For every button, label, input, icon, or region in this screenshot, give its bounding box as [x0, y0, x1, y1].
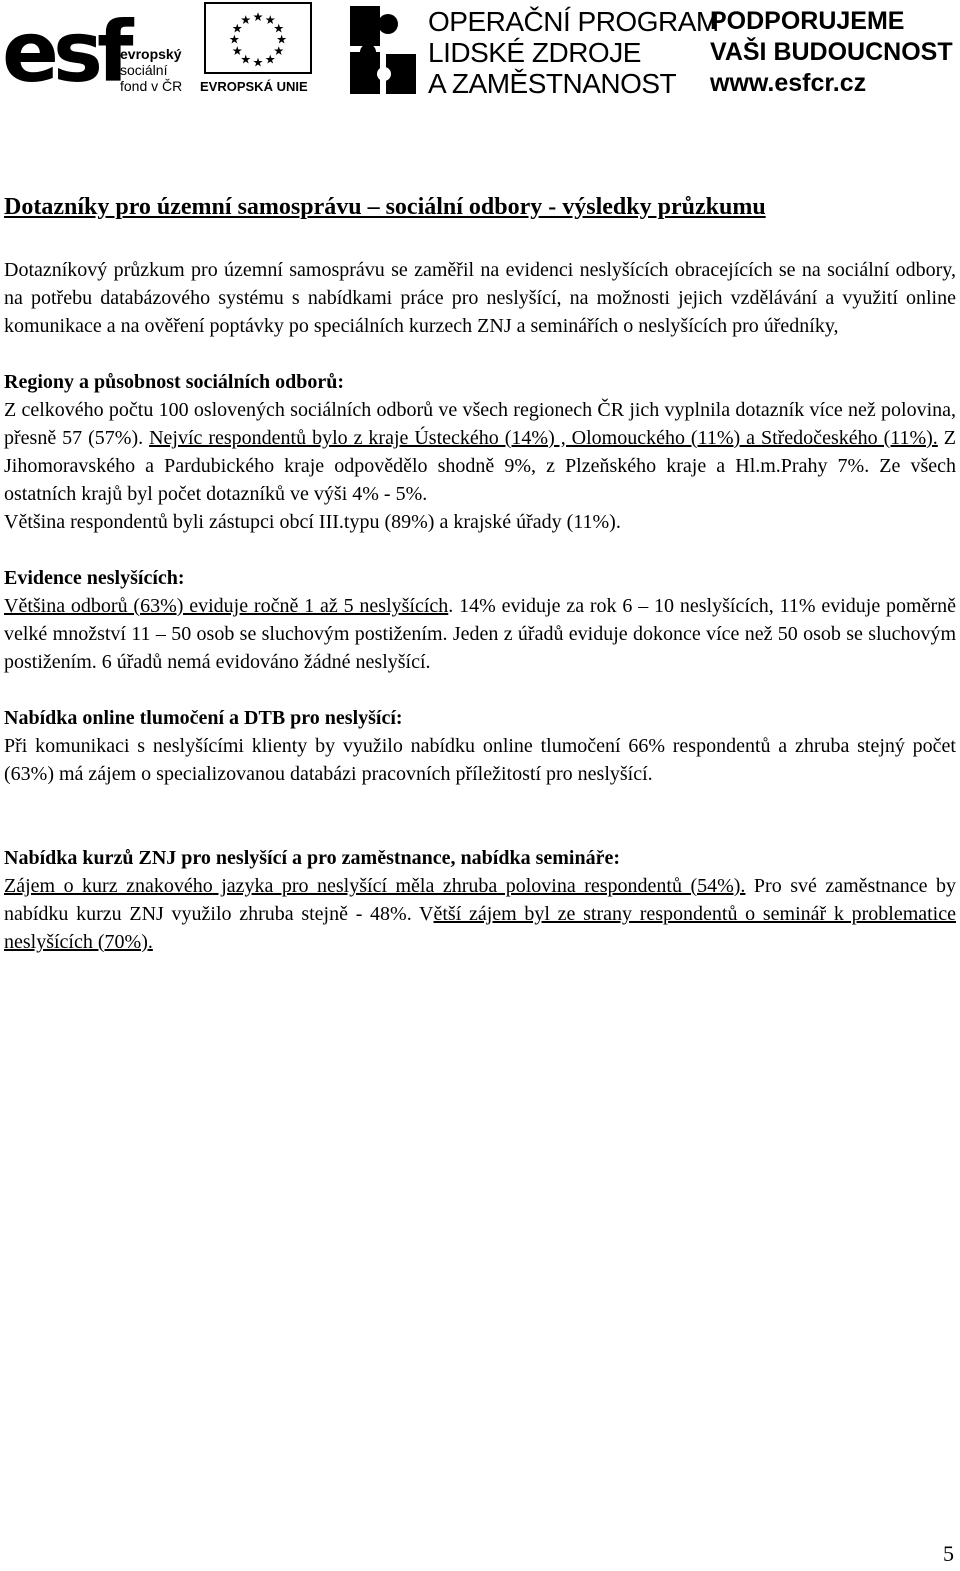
slogan: PODPORUJEME VAŠI BUDOUCNOST www.esfcr.cz: [710, 7, 953, 97]
website-link[interactable]: www.esfcr.cz: [710, 69, 867, 97]
esf-logo: [2, 2, 198, 101]
svg-text:★: ★: [240, 12, 252, 27]
section-heading-online: Nabídka online tlumočení a DTB pro neslyšící:: [4, 707, 403, 729]
svg-text:★: ★: [264, 52, 276, 67]
courses-paragraph: Zájem o kurz znakového jazyka pro neslyšící měla zhruba polovina respondentů (54%). Pro své zaměstnance by nabídku kurzu ZNJ využilo zhruba stejně - 48%. Větší zájem byl ze strany respondentů o seminář k problematice neslyšících (70%).: [4, 875, 956, 953]
document-title: Dotazníky pro územní samosprávu – sociální odbory - výsledky průzkumu: [4, 194, 766, 220]
svg-text:★: ★: [228, 32, 240, 47]
program-name: OPERAČNÍ PROGRAM LIDSKÉ ZDROJE A ZAMĚSTNANOST: [428, 6, 719, 99]
svg-text:★: ★: [276, 32, 288, 47]
svg-text:★: ★: [240, 52, 252, 67]
svg-text:★: ★: [231, 44, 243, 59]
online-paragraph: Při komunikaci s neslyšícími klienty by využilo nabídku online tlumočení 66% respondentů a zhruba stejný počet (63%) má zájem o specializovanou databázi pracovních příležitostí pro neslyšící.: [4, 735, 956, 785]
eu-stars-icon: [204, 2, 312, 74]
svg-text:★: ★: [252, 10, 264, 25]
eu-logo: [200, 2, 316, 98]
logo-header: [0, 0, 960, 100]
page-number: 5: [943, 1541, 954, 1566]
section-heading-regions: Regiony a působnost sociálních odborů:: [4, 371, 345, 393]
svg-text:★: ★: [264, 12, 276, 27]
section-heading-courses: Nabídka kurzů ZNJ pro neslyšící a pro zaměstnance, nabídka semináře:: [4, 847, 620, 869]
intro-paragraph: Dotazníkový průzkum pro územní samosprávu se zaměřil na evidenci neslyšících obracejících se na sociální odbory, na potřebu databázového systému s nabídkami práce pro neslyšící, na možnosti jejich vzdělávání a využití online komunikace a na ověření poptávky po speciálních kurzech ZNJ a seminářích o neslyšících pro úředníky,: [4, 259, 956, 337]
svg-text:★: ★: [273, 21, 285, 36]
svg-text:★: ★: [252, 55, 264, 70]
evidence-paragraph: Většina odborů (63%) eviduje ročně 1 až 5 neslyšících. 14% eviduje za rok 6 – 10 neslyšících, 11% eviduje poměrně velké množství 11 – 50 osob se sluchovým postižením. Jeden z úřadů eviduje dokonce více než 50 osob se sluchovým postižením. 6 úřadů nemá evidováno žádné neslyšící.: [4, 595, 956, 673]
esf-logo-text: evropský sociální fond v ČR: [120, 46, 183, 94]
svg-text:★: ★: [273, 44, 285, 59]
document-body: [4, 192, 956, 956]
section-heading-evidence: Evidence neslyšících:: [4, 567, 185, 589]
esf-logo-word: esf: [2, 3, 128, 101]
regions-paragraph: Z celkového počtu 100 oslovených sociálních odborů ve všech regionech ČR jich vyplnila dotazník více než polovina, přesně 57 (57%). Nejvíc respondentů bylo z kraje Ústeckého (14%) , Olomouckého (11%) a Středočeského (11%). Z Jihomoravského a Pardubického kraje odpovědělo shodně 9%, z Plzeňského kraje a Hl.m.Prahy 7%. Ze všech ostatních krajů byl počet dotazníků ve výši 4% - 5%.: [4, 399, 956, 505]
svg-text:★: ★: [231, 21, 243, 36]
regions-paragraph-2: Většina respondentů byli zástupci obcí III.typu (89%) a krajské úřady (11%).: [4, 511, 621, 533]
eu-logo-text: EVROPSKÁ UNIE: [200, 79, 308, 94]
puzzle-icon: [348, 2, 420, 98]
